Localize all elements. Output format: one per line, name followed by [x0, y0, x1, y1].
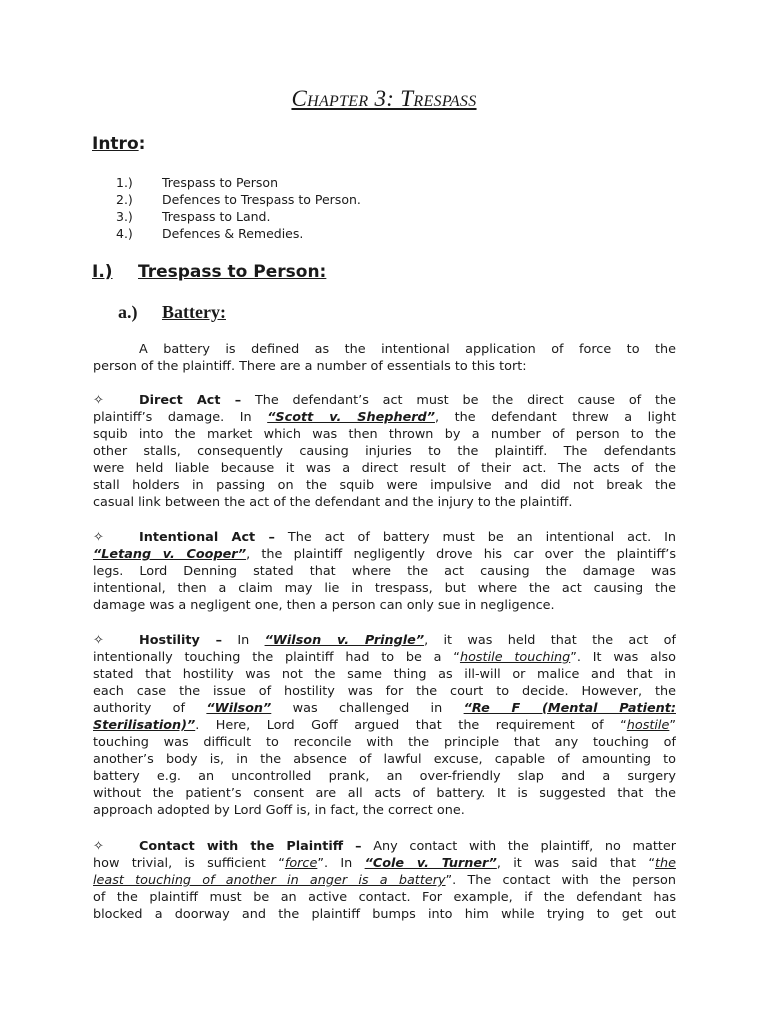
paragraph-line: damage was a negligent one, then a person can only sue in negligence.	[93, 598, 555, 613]
paragraph-line: squib into the market which was then thrown by a number of person to the	[93, 427, 676, 442]
list-item	[116, 191, 361, 208]
text-run: intentionally touching the plaintiff had to be a “	[93, 650, 460, 665]
paragraph-line: stated that hostility was not the same thing as ill-will or malice and that in	[93, 667, 676, 682]
list-item	[116, 225, 361, 242]
text-run: how trivial, is sufficient “	[93, 856, 285, 871]
paragraph-line: battery e.g. an uncontrolled prank, an over-friendly slap and a surgery	[93, 769, 676, 784]
text-run: The defendant’s act must be the direct cause of the	[241, 393, 676, 408]
paragraph-line	[93, 409, 676, 426]
case-citation: “Cole v. Turner”	[364, 856, 497, 871]
section-title: Trespass to Person:	[138, 262, 327, 282]
section-number: I.)	[92, 262, 113, 282]
case-citation: “Scott v. Shepherd”	[267, 410, 435, 425]
emphasis-text: hostile touching	[459, 650, 571, 665]
paragraph-line: were held liable because it was a direct result of their act. The acts of the	[93, 461, 676, 476]
paragraph-line: touching was difficult to reconcile with the principle that any touching of	[93, 735, 676, 750]
paragraph-line	[93, 529, 676, 546]
list-item-number: 3.)	[116, 209, 133, 224]
text-run: , it was said that “	[496, 856, 655, 871]
case-citation: “Re F (Mental Patient:	[463, 701, 676, 716]
list-item	[116, 174, 361, 191]
case-citation: Sterilisation)”	[93, 718, 196, 733]
intro-heading-colon: :	[138, 134, 146, 154]
subsection-number: a.)	[118, 302, 138, 322]
paragraph-line	[93, 717, 676, 734]
text-run: ”	[669, 718, 676, 733]
diamond-bullet-icon: ✧	[93, 633, 104, 648]
case-citation: “Wilson”	[206, 701, 272, 716]
paragraph-line	[93, 872, 676, 889]
list-item	[116, 208, 361, 225]
text-run: ”. In	[317, 856, 365, 871]
paragraph-line: of the plaintiff must be an active contact. For example, if the defendant has	[93, 890, 676, 905]
emphasis-text: the	[655, 856, 676, 871]
paragraph-line: another’s body is, in the absence of lawful excuse, capable of amounting to	[93, 752, 676, 767]
paragraph-line: casual link between the act of the defendant and the injury to the plaintiff.	[93, 495, 573, 510]
paragraph-line: approach adopted by Lord Goff is, in fact, the correct one.	[93, 803, 465, 818]
paragraph-line: blocked a doorway and the plaintiff bumps into him while trying to get out	[93, 907, 676, 922]
text-run: In	[221, 633, 265, 648]
intro-list	[116, 174, 361, 242]
case-citation: “Letang v. Cooper”	[93, 547, 247, 562]
paragraph-line: each case the issue of hostility was for the court to decide. However, the	[93, 684, 676, 699]
list-item-text: Trespass to Land.	[162, 209, 271, 224]
list-item-text: Defences & Remedies.	[162, 226, 304, 241]
emphasis-text: least touching of another in anger is a battery	[93, 873, 446, 888]
list-item-number: 4.)	[116, 226, 133, 241]
paragraph-line: A battery is defined as the intentional application of force to the	[139, 342, 676, 357]
paragraph-line	[93, 392, 676, 409]
list-item-number: 2.)	[116, 192, 133, 207]
text-run: was challenged in	[271, 701, 464, 716]
intentional-act-lead: Intentional Act –	[139, 530, 275, 545]
list-item-text: Defences to Trespass to Person.	[162, 192, 361, 207]
diamond-bullet-icon: ✧	[93, 393, 104, 408]
list-item-text: Trespass to Person	[162, 175, 278, 190]
text-run: Any contact with the plaintiff, no matter	[361, 839, 676, 854]
paragraph-line	[93, 838, 676, 855]
text-run: , it was held that the act of	[424, 633, 676, 648]
subsection-heading	[118, 302, 226, 323]
section-heading	[92, 262, 326, 282]
paragraph-line	[93, 546, 676, 563]
paragraph-line: intentional, then a claim may lie in trespass, but where the act causing the	[93, 581, 676, 596]
direct-act-lead: Direct Act –	[139, 393, 242, 408]
diamond-bullet-icon: ✧	[93, 839, 104, 854]
text-run: , the defendant threw a light	[434, 410, 676, 425]
paragraph-line	[93, 855, 676, 872]
paragraph-line	[93, 632, 676, 649]
text-run: The act of battery must be an intentional act. In	[274, 530, 676, 545]
text-run: authority of	[93, 701, 207, 716]
text-run: plaintiff’s damage. In	[93, 410, 268, 425]
paragraph-line: without the patient’s consent are all acts of battery. It is suggested that the	[93, 786, 676, 801]
intentional-act-paragraph	[93, 529, 676, 614]
intro-heading-text: Intro	[92, 134, 139, 154]
paragraph-line	[93, 649, 676, 666]
contact-paragraph	[93, 838, 676, 923]
chapter-title: Chapter 3: Trespass	[291, 86, 477, 111]
paragraph-line	[93, 700, 676, 717]
paragraph-line: person of the plaintiff. There are a number of essentials to this tort:	[93, 359, 527, 374]
intro-heading	[92, 134, 145, 154]
text-run: . Here, Lord Goff argued that the requirement of “	[195, 718, 627, 733]
contact-lead: Contact with the Plaintiff –	[139, 839, 362, 854]
hostility-paragraph	[93, 632, 676, 819]
paragraph-line: other stalls, consequently causing injuries to the plaintiff. The defendants	[93, 444, 676, 459]
paragraph-line: legs. Lord Denning stated that where the act causing the damage was	[93, 564, 676, 579]
case-citation: “Wilson v. Pringle”	[264, 633, 425, 648]
paragraph-line: stall holders in passing on the squib were impulsive and did not break the	[93, 478, 676, 493]
battery-intro-paragraph	[93, 341, 676, 375]
diamond-bullet-icon: ✧	[93, 530, 104, 545]
list-item-number: 1.)	[116, 175, 133, 190]
hostility-lead: Hostility –	[139, 633, 222, 648]
text-run: ”. The contact with the person	[445, 873, 676, 888]
text-run: , the plaintiff negligently drove his car over the plaintiff’s	[246, 547, 676, 562]
direct-act-paragraph	[93, 392, 676, 511]
text-run: ”. It was also	[570, 650, 676, 665]
subsection-title: Battery:	[162, 302, 226, 322]
emphasis-text: force	[284, 856, 318, 871]
emphasis-text: hostile	[626, 718, 670, 733]
